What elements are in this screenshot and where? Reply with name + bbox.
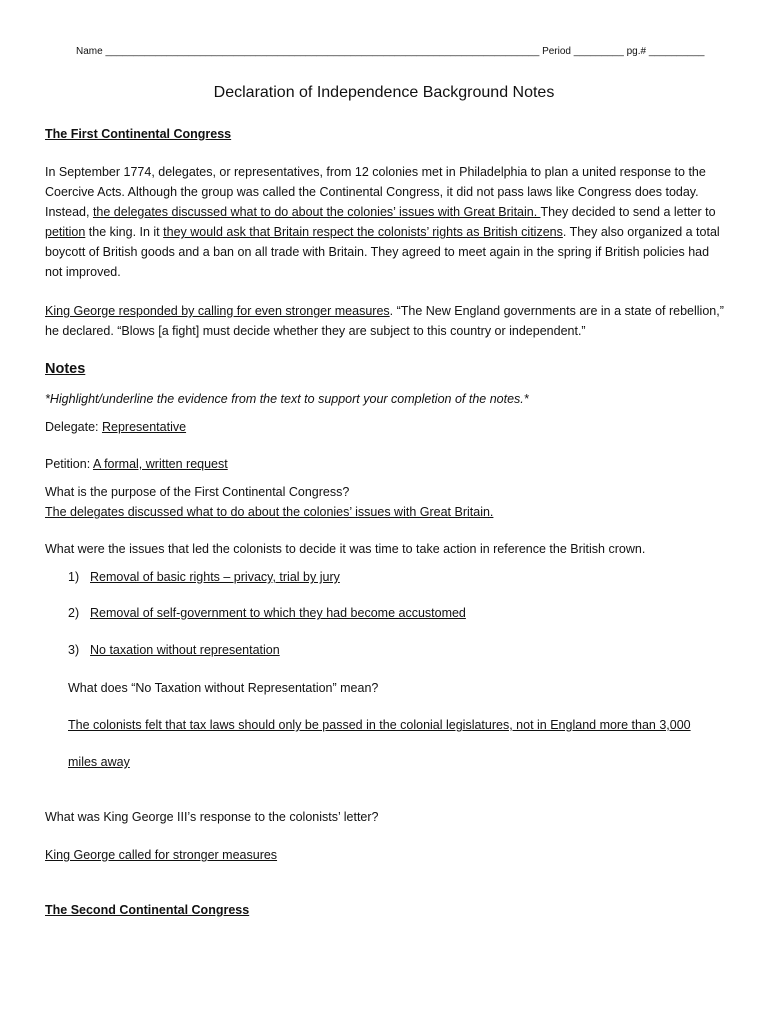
answer-taxation-line-1: The colonists felt that tax laws should only be passed in the colonial legislatures, not in England more than 3,000	[68, 718, 691, 732]
issue-item-2	[68, 606, 466, 620]
issue-number-1: 1)	[68, 570, 80, 584]
first-congress-paragraph-1	[45, 162, 725, 282]
page-label: pg.#	[626, 46, 647, 57]
name-blank: ______________________________________________________________________________	[105, 46, 540, 57]
page-blank: __________	[648, 46, 705, 57]
notes-instruction: *Highlight/underline the evidence from the text to support your completion of the notes.*	[45, 392, 529, 406]
p2-underline-king: King George responded by calling for even stronger measures	[45, 304, 390, 318]
delegate-answer: Representative	[101, 420, 187, 434]
issue-text-2: Removal of self-government to which they had become accustomed	[90, 606, 466, 620]
p1-text-c: the king. In it	[85, 225, 164, 239]
issue-text-1: Removal of basic rights – privacy, trial by jury	[90, 570, 340, 584]
p1-underline-petition: petition	[45, 225, 86, 239]
petition-label: Petition:	[45, 457, 93, 471]
question-taxation: What does “No Taxation without Representation” mean?	[68, 681, 379, 695]
p1-underline-delegates: the delegates discussed what to do about the colonies’ issues with Great Britain.	[92, 205, 541, 219]
first-congress-heading: The First Continental Congress	[45, 127, 232, 141]
first-congress-paragraph-2	[45, 301, 725, 341]
issue-text-3: No taxation without representation	[90, 643, 280, 657]
period-label: Period	[542, 46, 571, 57]
issue-number-3: 3)	[68, 643, 80, 657]
p2-text-a: . “The New England governments are in a state of rebellion,” he declared. “Blows [a fight] must decide whether they are subject to this country or independent.”	[45, 304, 724, 338]
question-issues: What were the issues that led the colonists to decide it was time to take action in reference the British crown.	[45, 542, 646, 556]
p1-underline-rights: they would ask that Britain respect the colonists’ rights as British citizens	[163, 225, 563, 239]
notes-heading: Notes	[45, 361, 86, 377]
delegate-row	[45, 420, 186, 434]
question-king-response: What was King George III’s response to the colonists’ letter?	[45, 810, 379, 824]
answer-purpose: The delegates discussed what to do about the colonies’ issues with Great Britain.	[45, 505, 494, 519]
issue-number-2: 2)	[68, 606, 80, 620]
second-congress-heading: The Second Continental Congress	[45, 903, 250, 917]
delegate-label: Delegate:	[45, 420, 102, 434]
issue-item-1	[68, 570, 340, 584]
document-title: Declaration of Independence Background Notes	[213, 84, 555, 101]
answer-king-response: King George called for stronger measures	[45, 848, 278, 862]
p1-text-a: In September 1774, delegates, or representatives, from 12 colonies met in Philadelphia to plan a united response to the Coercive Acts. Although the group was called the Continental Congress, it did not pass laws like Congress does today. Instead,	[45, 165, 706, 219]
p1-text-d: . They also organized a total boycott of British goods and a ban on all trade with Britain. They agreed to meet again in the spring if British policies had not improved.	[45, 225, 720, 279]
answer-taxation-line-2: miles away	[68, 755, 130, 769]
question-purpose: What is the purpose of the First Continental Congress?	[45, 485, 350, 499]
petition-answer: A formal, written request	[92, 457, 228, 471]
petition-row	[45, 457, 228, 471]
header-line	[76, 46, 704, 57]
name-label: Name	[76, 46, 103, 57]
issue-item-3	[68, 643, 280, 657]
p1-text-b: They decided to send a letter to	[540, 205, 716, 219]
period-blank: _________	[573, 46, 624, 57]
